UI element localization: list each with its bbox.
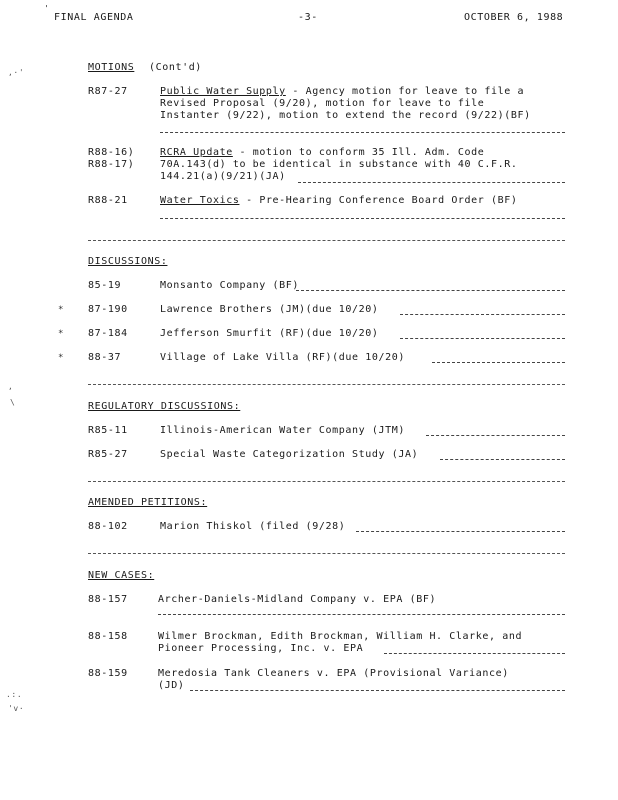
signature-line [160, 132, 565, 133]
newcase-text: Pioneer Processing, Inc. v. EPA [158, 643, 364, 654]
amended-text: Marion Thiskol (filed (9/28) [160, 521, 346, 532]
item-number: 88-157 [88, 594, 128, 605]
motion-text: Instanter (9/22), motion to extend the record (9/22)(BF) [160, 110, 531, 121]
signature-line [400, 338, 565, 339]
newcase-text: Meredosia Tank Cleaners v. EPA (Provisional Variance) [158, 668, 509, 679]
newcase-text: Wilmer Brockman, Edith Brockman, William H. Clarke, and [158, 631, 523, 642]
signature-line [160, 218, 565, 219]
motion-text: - Agency motion for leave to file a [292, 86, 525, 97]
signature-line [190, 690, 565, 691]
discussions-heading: DISCUSSIONS: [88, 256, 168, 267]
newcases-heading: NEW CASES: [88, 570, 155, 581]
margin-mark: ' [44, 4, 50, 13]
stray-mark: \ [10, 398, 16, 407]
signature-line [440, 459, 565, 460]
item-number: 85-19 [88, 280, 122, 291]
motion-line [160, 147, 484, 158]
item-number: 88-37 [88, 352, 122, 363]
discussion-text: Jefferson Smurfit (RF)(due 10/20) [160, 328, 379, 339]
motion-line [160, 86, 524, 97]
discussion-text: Lawrence Brothers (JM)(due 10/20) [160, 304, 379, 315]
item-number: 88-159 [88, 668, 128, 679]
signature-line [426, 435, 565, 436]
signature-line [356, 531, 565, 532]
asterisk-mark: * [58, 305, 65, 315]
item-number: R85-11 [88, 425, 128, 436]
item-number: R85-27 [88, 449, 128, 460]
asterisk-mark: * [58, 329, 65, 339]
item-number: R87-27 [88, 86, 128, 97]
motion-text: - Pre-Hearing Conference Board Order (BF) [246, 195, 518, 206]
stray-mark: ,·' [8, 68, 25, 77]
signature-line [384, 653, 565, 654]
item-number: 87-184 [88, 328, 128, 339]
newcase-text: (JD) [158, 680, 185, 691]
stray-mark: 'v· [8, 704, 25, 713]
asterisk-mark: * [58, 353, 65, 363]
section-divider [88, 481, 565, 482]
motion-title: RCRA Update [160, 147, 233, 158]
item-number: R88-16) [88, 147, 135, 158]
motion-text: Revised Proposal (9/20), motion for leave to file [160, 98, 485, 109]
amended-heading: AMENDED PETITIONS: [88, 497, 208, 508]
signature-line [400, 314, 565, 315]
newcase-text: Archer-Daniels-Midland Company v. EPA (BF) [158, 594, 437, 605]
item-number: 87-190 [88, 304, 128, 315]
motions-cont: (Cont'd) [148, 62, 202, 73]
discussion-text: Village of Lake Villa (RF)(due 10/20) [160, 352, 405, 363]
motion-title: Water Toxics [160, 195, 240, 206]
signature-line [296, 290, 565, 291]
header-left: FINAL AGENDA [54, 12, 134, 23]
discussion-text: Monsanto Company (BF) [160, 280, 300, 291]
item-number: 88-158 [88, 631, 128, 642]
stray-mark: .:. [6, 690, 23, 699]
section-divider [88, 553, 565, 554]
motion-text: 70A.143(d) to be identical in substance with 40 C.F.R. [160, 159, 518, 170]
item-number: R88-21 [88, 195, 128, 206]
stray-mark: ‚ [8, 382, 14, 391]
item-number: 88-102 [88, 521, 128, 532]
signature-line [158, 614, 565, 615]
motion-text: - motion to conform 35 Ill. Adm. Code [239, 147, 485, 158]
motion-title: Public Water Supply [160, 86, 286, 97]
motions-heading [88, 62, 202, 73]
motion-text: 144.21(a)(9/21)(JA) [160, 171, 286, 182]
item-number: R88-17) [88, 159, 135, 170]
regulatory-text: Special Waste Categorization Study (JA) [160, 449, 419, 460]
motion-line [160, 195, 518, 206]
signature-line [432, 362, 565, 363]
regulatory-text: Illinois-American Water Company (JTM) [160, 425, 405, 436]
header-date: OCTOBER 6, 1988 [464, 12, 564, 23]
motions-heading-text: MOTIONS [88, 62, 135, 73]
section-divider [88, 240, 565, 241]
regulatory-heading: REGULATORY DISCUSSIONS: [88, 401, 241, 412]
header-page-number: -3- [298, 12, 318, 23]
section-divider [88, 384, 565, 385]
signature-line [298, 182, 565, 183]
